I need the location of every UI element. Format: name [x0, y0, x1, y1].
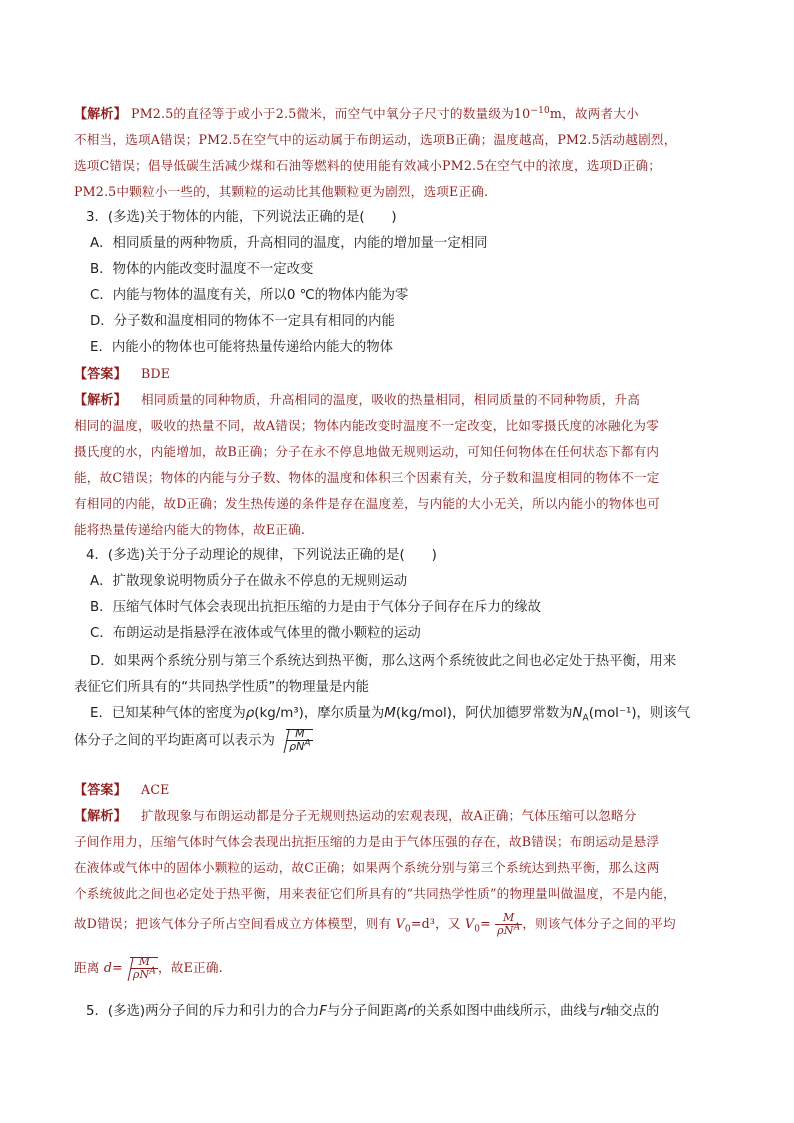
- question-stem: 3．(多选)关于物体的内能，下列说法正确的是( ): [86, 210, 397, 225]
- answer-tag: 【答案】: [74, 367, 127, 382]
- option-e-cont: 体分子之间的平均距离可以表示为 $\frac{M}{\rho N^A}$: [74, 727, 311, 753]
- explanation-line: 故D错误；把该气体分子所占空间看成立方体模型，则有 $V_0=d^3$，又 $V_0=$ $\frac{M}{\rho N^A}$ ，则该气体分子之间的平均: [74, 911, 676, 937]
- answer-tag: 【答案】: [74, 783, 127, 798]
- explanation-tag: 【解析】: [74, 107, 127, 122]
- explanation-line: 距离 d= $\frac{M}{\rho N^A}$ ，故E正确.: [74, 955, 223, 981]
- answer-line: [74, 780, 170, 801]
- explanation-line: 不相当，选项A错误；PM2.5在空气中的运动属于布朗运动，选项B正确；温度越高，PM2.5活动越剧烈，: [74, 132, 677, 147]
- explanation-line: 摄氏度的水，内能增加，故B正确；分子在永不停息地做无规则运动，可知任何物体在任何状态下都有内: [74, 444, 660, 459]
- explanation-line: 个系统彼此之间也必定处于热平衡，用来表征它们所具有的“共同热学性质”的物理量叫做温度，不是内能，: [74, 886, 676, 901]
- explanation-line: 能，故C错误；物体的内能与分子数、物体的温度和体积三个因素有关，分子数和温度相同的物体不一定: [74, 470, 660, 485]
- explanation-tag: 【解析】: [74, 393, 127, 408]
- question-stem: 4．(多选)关于分子动理论的规律，下列说法正确的是( ): [86, 548, 437, 563]
- option-d: D．如果两个系统分别与第三个系统达到热平衡，那么这两个系统彼此之间也必定处于热平衡，用来: [90, 654, 677, 669]
- option-c: C．内能与物体的温度有关，所以0 ℃的物体内能为零: [90, 288, 409, 303]
- explanation-line: 子间作用力，压缩气体时气体会表现出抗拒压缩的力是由于气体压强的存在，故B错误；布朗运动是悬浮: [74, 834, 660, 849]
- explanation-line: 【解析】 PM2.5的直径等于或小于2.5微米，而空气中氧分子尺寸的数量级为$10^{-10}m$，故两者大小: [74, 105, 639, 122]
- sqrt-formula: $\frac{M}{\rho N^A}$: [123, 956, 158, 981]
- option-c: C．布朗运动是指悬浮在液体或气体里的微小颗粒的运动: [90, 626, 421, 641]
- option-e: E．已知某种气体的密度为ρ(kg/m³)，摩尔质量为M(kg/mol)，阿伏加德罗常数为$N_A(mol^{-1})$，则该气: [90, 706, 691, 724]
- answer-value: ACE: [141, 782, 170, 797]
- option-a: A．相同质量的两种物质，升高相同的温度，内能的增加量一定相同: [90, 236, 488, 251]
- explanation-tag: 【解析】: [74, 809, 127, 824]
- explanation-line: 相同的温度，吸收的热量不同，故A错误；物体内能改变时温度不一定改变，比如零摄氏度的冰融化为零: [74, 418, 660, 433]
- option-d-cont: 表征它们所具有的“共同热学性质”的物理量是内能: [74, 680, 370, 695]
- answer-line: [74, 364, 170, 385]
- answer-value: BDE: [141, 366, 171, 381]
- fraction: $\frac{M}{\rho N^A}$: [497, 911, 521, 937]
- option-b: B．物体的内能改变时温度不一定改变: [90, 262, 314, 277]
- explanation-line: 有相同的内能，故D正确；发生热传递的条件是存在温度差，与内能的大小无关，所以内能小的物体也可: [74, 496, 661, 511]
- option-e: E．内能小的物体也可能将热量传递给内能大的物体: [90, 340, 394, 355]
- explanation-line: 在液体或气体中的固体小颗粒的运动，故C正确；如果两个系统分别与第三个系统达到热平衡，那么这两: [74, 860, 660, 875]
- option-b: B．压缩气体时气体会表现出抗拒压缩的力是由于气体分子间存在斥力的缘故: [90, 600, 542, 615]
- sqrt-formula: $\frac{M}{\rho N^A}$: [279, 728, 312, 753]
- explanation-line: PM2.5中颗粒小一些的，其颗粒的运动比其他颗粒更为剧烈，选项E正确.: [74, 184, 489, 199]
- option-a: A．扩散现象说明物质分子在做永不停息的无规则运动: [90, 574, 408, 589]
- explanation-line: 【解析】 相同质量的同种物质，升高相同的温度，吸收的热量相同，相同质量的不同种物质，升高: [74, 392, 640, 408]
- question-stem: 5．(多选)两分子间的斥力和引力的合力F与分子间距离r的关系如图中曲线所示，曲线与r轴交点的: [86, 1004, 660, 1019]
- explanation-line: 能将热量传递给内能大的物体，故E正确.: [74, 522, 306, 537]
- option-d: D．分子数和温度相同的物体不一定具有相同的内能: [90, 314, 395, 329]
- explanation-line: 【解析】 扩散现象与布朗运动都是分子无规则热运动的宏观表现，故A正确；气体压缩可以忽略分: [74, 808, 637, 824]
- explanation-line: 选项C错误；倡导低碳生活减少煤和石油等燃料的使用能有效减小PM2.5在空气中的浓度，选项D正确；: [74, 158, 662, 173]
